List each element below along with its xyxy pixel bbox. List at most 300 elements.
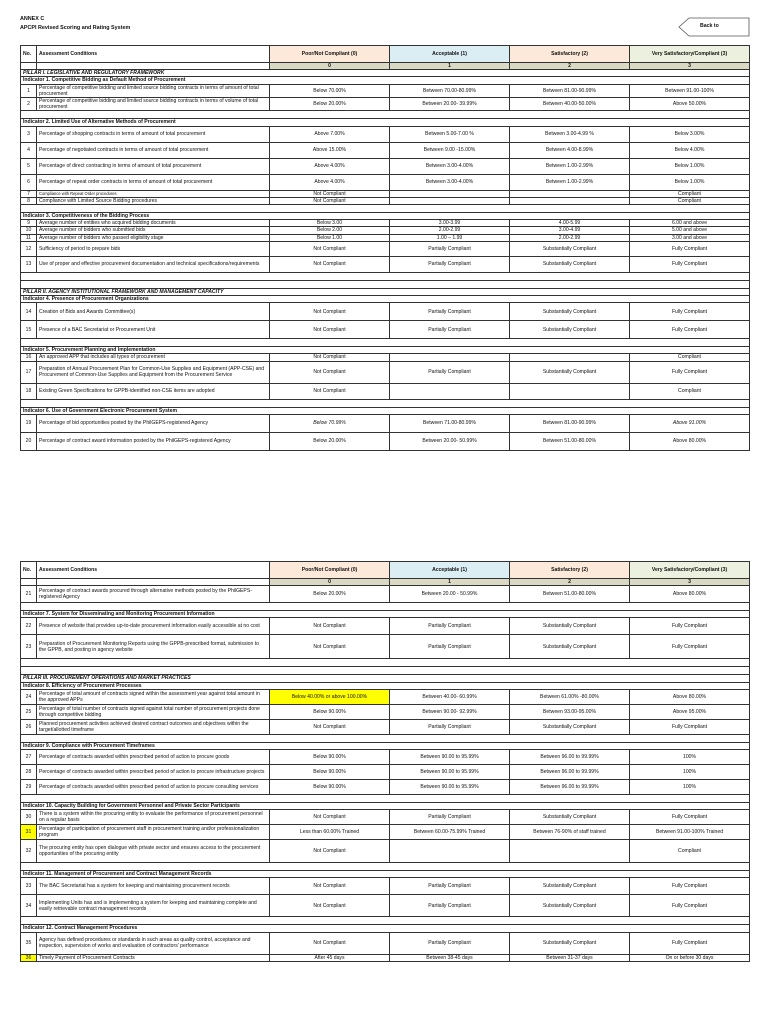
table-row bbox=[21, 840, 750, 863]
rating-satisfactory: Substantially Compliant bbox=[510, 635, 630, 659]
scoring-table-part-1 bbox=[20, 45, 750, 451]
assessment-condition: Timely Payment of Procurement Contracts bbox=[37, 954, 270, 961]
rating-very-satisfactory: 5.00 and above bbox=[630, 227, 750, 234]
score-value: 1 bbox=[390, 579, 510, 586]
rating-very-satisfactory: Fully Compliant bbox=[630, 810, 750, 825]
spacer-row bbox=[21, 863, 750, 871]
rating-acceptable: Between 70.00-80.99% bbox=[390, 84, 510, 97]
rating-satisfactory: Between 61.00% -80.00% bbox=[510, 689, 630, 704]
score-scale-row bbox=[21, 579, 750, 586]
row-number: 25 bbox=[21, 704, 37, 719]
rating-satisfactory: Between 51.00-80.00% bbox=[510, 432, 630, 450]
row-number: 30 bbox=[21, 810, 37, 825]
spacer-cell bbox=[21, 111, 750, 119]
assessment-condition: Percentage of bid opportunities posted by the PhilGEPS-registered Agency bbox=[37, 414, 270, 432]
indicator-heading-row bbox=[21, 742, 750, 749]
assessment-condition: Percentage of direct contracting in terms of amount of total procurement bbox=[37, 158, 270, 174]
table-row bbox=[21, 765, 750, 780]
rating-acceptable: Between 20.00 - 50.99% bbox=[390, 586, 510, 603]
rating-acceptable: Between 5.00-7.00 % bbox=[390, 126, 510, 142]
row-number: 27 bbox=[21, 750, 37, 765]
rating-satisfactory: Substantially Compliant bbox=[510, 256, 630, 272]
rating-poor: Below 90.00% bbox=[270, 750, 390, 765]
rating-satisfactory: Between 40.00-50.00% bbox=[510, 98, 630, 111]
column-header-poor: Poor/Not Compliant (0) bbox=[270, 46, 390, 63]
pillar-heading-row bbox=[21, 70, 750, 77]
score-value: 3 bbox=[630, 579, 750, 586]
rating-poor: Below 2.00 bbox=[270, 227, 390, 234]
scale-blank-no bbox=[21, 63, 37, 70]
rating-very-satisfactory: Fully Compliant bbox=[630, 895, 750, 917]
rating-satisfactory: Between 1.00-2.99% bbox=[510, 158, 630, 174]
rating-poor: Not Compliant bbox=[270, 895, 390, 917]
row-number: 5 bbox=[21, 158, 37, 174]
column-header-row bbox=[21, 46, 750, 63]
indicator-heading-row bbox=[21, 77, 750, 84]
table-row bbox=[21, 321, 750, 339]
rating-satisfactory: Substantially Compliant bbox=[510, 932, 630, 954]
spacer-cell bbox=[21, 205, 750, 213]
rating-satisfactory: Between 4.00-8.99% bbox=[510, 142, 630, 158]
rating-very-satisfactory: Fully Compliant bbox=[630, 878, 750, 895]
row-number: 2 bbox=[21, 98, 37, 111]
rating-poor: Above 7.00% bbox=[270, 126, 390, 142]
scoring-table-part-2 bbox=[20, 561, 750, 962]
column-header-satisfactory: Satisfactory (2) bbox=[510, 46, 630, 63]
indicator-heading: Indicator 9. Compliance with Procurement Timeframes bbox=[21, 742, 750, 749]
assessment-condition: Percentage of contracts awarded within prescribed period of action to procure goods bbox=[37, 750, 270, 765]
assessment-condition: Percentage of shopping contracts in terms of amount of total procurement bbox=[37, 126, 270, 142]
column-header-conditions: Assessment Conditions bbox=[37, 46, 270, 63]
rating-satisfactory: Between 76-90% of staff trained bbox=[510, 825, 630, 840]
rating-poor: Below 20.00% bbox=[270, 98, 390, 111]
rating-acceptable: Between 3.00-4.00% bbox=[390, 174, 510, 190]
column-header-conditions: Assessment Conditions bbox=[37, 562, 270, 579]
assessment-condition: Percentage of total number of contracts signed against total number of procurement projects done through competitive bidding bbox=[37, 704, 270, 719]
column-header-very-satisfactory: Very Satisfactory/Compliant (3) bbox=[630, 562, 750, 579]
assessment-condition: Percentage of contracts awarded within prescribed period of action to procure infrastructure projects bbox=[37, 765, 270, 780]
row-number: 32 bbox=[21, 840, 37, 863]
assessment-condition: Percentage of total amount of contracts signed within the assessment year against total amount in the approved APPs bbox=[37, 689, 270, 704]
rating-acceptable: Partially Compliant bbox=[390, 321, 510, 339]
indicator-heading: Indicator 1. Competitive Bidding as Default Method of Procurement bbox=[21, 77, 750, 84]
indicator-heading: Indicator 12. Contract Management Procedures bbox=[21, 925, 750, 932]
spacer-row bbox=[21, 339, 750, 347]
rating-acceptable: Between 3.00-4.00% bbox=[390, 158, 510, 174]
rating-very-satisfactory: 100% bbox=[630, 750, 750, 765]
column-header-acceptable: Acceptable (1) bbox=[390, 46, 510, 63]
rating-acceptable: 2.00-2.99 bbox=[390, 227, 510, 234]
assessment-condition: Sufficiency of period to prepare bids bbox=[37, 241, 270, 256]
rating-satisfactory: Between 51.00-80.00% bbox=[510, 586, 630, 603]
pillar-heading-row bbox=[21, 675, 750, 682]
rating-very-satisfactory: Compliant bbox=[630, 197, 750, 204]
rating-satisfactory: Substantially Compliant bbox=[510, 719, 630, 734]
table-row bbox=[21, 618, 750, 635]
column-header-no: No. bbox=[21, 46, 37, 63]
rating-satisfactory: 4.00-5.99 bbox=[510, 220, 630, 227]
rating-satisfactory: Between 96.00 to 99.99% bbox=[510, 765, 630, 780]
assessment-condition: Percentage of repeat order contracts in terms of amount of total procurement bbox=[37, 174, 270, 190]
row-number: 24 bbox=[21, 689, 37, 704]
rating-very-satisfactory: Below 1.00% bbox=[630, 158, 750, 174]
spacer-row bbox=[21, 667, 750, 675]
table-row bbox=[21, 414, 750, 432]
rating-acceptable: Between 20.00- 39.99% bbox=[390, 98, 510, 111]
indicator-heading: Indicator 2. Limited Use of Alternative Methods of Procurement bbox=[21, 119, 750, 126]
row-number: 33 bbox=[21, 878, 37, 895]
rating-very-satisfactory: Fully Compliant bbox=[630, 635, 750, 659]
rating-acceptable: Partially Compliant bbox=[390, 241, 510, 256]
indicator-heading: Indicator 10. Capacity Building for Government Personnel and Private Sector Participants bbox=[21, 803, 750, 810]
rating-satisfactory: Substantially Compliant bbox=[510, 895, 630, 917]
rating-very-satisfactory: Compliant bbox=[630, 190, 750, 197]
back-to-button[interactable] bbox=[678, 17, 750, 37]
indicator-heading-row bbox=[21, 611, 750, 618]
spacer-cell bbox=[21, 399, 750, 407]
rating-satisfactory: Substantially Compliant bbox=[510, 361, 630, 383]
assessment-condition: An approved APP that includes all types of procurement bbox=[37, 354, 270, 361]
column-header-no: No. bbox=[21, 562, 37, 579]
scale-blank-cond bbox=[37, 579, 270, 586]
rating-satisfactory bbox=[510, 354, 630, 361]
score-value: 0 bbox=[270, 63, 390, 70]
rating-very-satisfactory: Above 95.00% bbox=[630, 704, 750, 719]
rating-poor: Below 90.00% bbox=[270, 765, 390, 780]
table-row bbox=[21, 84, 750, 97]
table-row bbox=[21, 256, 750, 272]
table-row bbox=[21, 704, 750, 719]
indicator-heading: Indicator 6. Use of Government Electronic Procurement System bbox=[21, 407, 750, 414]
rating-acceptable: Partially Compliant bbox=[390, 303, 510, 321]
indicator-heading-row bbox=[21, 925, 750, 932]
column-header-acceptable: Acceptable (1) bbox=[390, 562, 510, 579]
pillar-heading-row bbox=[21, 288, 750, 295]
row-number: 10 bbox=[21, 227, 37, 234]
rating-satisfactory bbox=[510, 383, 630, 399]
score-scale-row bbox=[21, 63, 750, 70]
indicator-heading: Indicator 11. Management of Procurement and Contract Management Records bbox=[21, 871, 750, 878]
rating-poor: Less than 60.00% Trained bbox=[270, 825, 390, 840]
table-row bbox=[21, 174, 750, 190]
rating-satisfactory: Between 96.00 to 99.99% bbox=[510, 780, 630, 795]
rating-satisfactory bbox=[510, 197, 630, 204]
score-value: 3 bbox=[630, 63, 750, 70]
rating-poor: Below 90.00% bbox=[270, 780, 390, 795]
annex-label: ANNEX C bbox=[20, 16, 45, 22]
rating-acceptable: 3.00-3.99 bbox=[390, 220, 510, 227]
rating-acceptable: Partially Compliant bbox=[390, 810, 510, 825]
spacer-cell bbox=[21, 734, 750, 742]
table-row bbox=[21, 241, 750, 256]
rating-poor: Not Compliant bbox=[270, 256, 390, 272]
table-row bbox=[21, 303, 750, 321]
table-row bbox=[21, 197, 750, 204]
rating-satisfactory: Between 3.00-4.99 % bbox=[510, 126, 630, 142]
rating-poor: Not Compliant bbox=[270, 190, 390, 197]
rating-very-satisfactory: Fully Compliant bbox=[630, 321, 750, 339]
rating-satisfactory: Substantially Compliant bbox=[510, 618, 630, 635]
row-number: 20 bbox=[21, 432, 37, 450]
spacer-row bbox=[21, 659, 750, 667]
rating-satisfactory: Between 1.00-2.99% bbox=[510, 174, 630, 190]
spacer-row bbox=[21, 280, 750, 288]
table-row bbox=[21, 895, 750, 917]
table-row bbox=[21, 586, 750, 603]
table-row bbox=[21, 780, 750, 795]
table-row bbox=[21, 635, 750, 659]
spacer-cell bbox=[21, 659, 750, 667]
table-row bbox=[21, 432, 750, 450]
rating-acceptable: Between 90.00 to 95.99% bbox=[390, 750, 510, 765]
rating-satisfactory: Between 31-37 days bbox=[510, 954, 630, 961]
assessment-condition: Preparation of Procurement Monitoring Reports using the GPPB-prescribed format, submission to the GPPB, and posting in agency website bbox=[37, 635, 270, 659]
pillar-heading: PILLAR I. LEGISLATIVE AND REGULATORY FRAMEWORK bbox=[21, 70, 750, 77]
rating-poor: Not Compliant bbox=[270, 618, 390, 635]
row-number: 34 bbox=[21, 895, 37, 917]
rating-acceptable: Between 90.00 to 95.99% bbox=[390, 780, 510, 795]
rating-very-satisfactory: Fully Compliant bbox=[630, 303, 750, 321]
table-row bbox=[21, 719, 750, 734]
row-number: 13 bbox=[21, 256, 37, 272]
spacer-row bbox=[21, 111, 750, 119]
rating-satisfactory: Substantially Compliant bbox=[510, 241, 630, 256]
spacer-cell bbox=[21, 603, 750, 611]
table-row bbox=[21, 954, 750, 961]
assessment-condition: Implementing Units has and is implementing a system for keeping and maintaining complete and easily retrievable contract management records bbox=[37, 895, 270, 917]
row-number: 12 bbox=[21, 241, 37, 256]
spacer-row bbox=[21, 917, 750, 925]
spacer-cell bbox=[21, 339, 750, 347]
rating-poor: Below 90.00% bbox=[270, 704, 390, 719]
rating-acceptable: Between 9.00 -15.00% bbox=[390, 142, 510, 158]
assessment-condition: Percentage of competitive bidding and limited source bidding contracts in terms of amount of total procurement bbox=[37, 84, 270, 97]
assessment-condition: Compliance with Repeat Order procedures bbox=[37, 190, 270, 197]
rating-satisfactory: Between 81.00-90.99% bbox=[510, 84, 630, 97]
rating-very-satisfactory: Below 1.00% bbox=[630, 174, 750, 190]
spacer-cell bbox=[21, 917, 750, 925]
row-number: 28 bbox=[21, 765, 37, 780]
row-number: 1 bbox=[21, 84, 37, 97]
rating-very-satisfactory: Below 3.00% bbox=[630, 126, 750, 142]
rating-acceptable: Partially Compliant bbox=[390, 361, 510, 383]
rating-very-satisfactory: Fully Compliant bbox=[630, 618, 750, 635]
row-number: 15 bbox=[21, 321, 37, 339]
indicator-heading: Indicator 8. Efficiency of Procurement Processes bbox=[21, 682, 750, 689]
indicator-heading: Indicator 3. Competitiveness of the Bidding Process bbox=[21, 213, 750, 220]
table-row bbox=[21, 227, 750, 234]
rating-acceptable: Between 90.00- 92.99% bbox=[390, 704, 510, 719]
assessment-condition: The procuring entity has open dialogue with private sector and ensures access to the procurement opportunities of the procuring entity bbox=[37, 840, 270, 863]
rating-very-satisfactory: Fully Compliant bbox=[630, 361, 750, 383]
rating-poor: Not Compliant bbox=[270, 197, 390, 204]
rating-acceptable bbox=[390, 840, 510, 863]
assessment-condition: Percentage of contract award information posted by the PhilGEPS-registered Agency bbox=[37, 432, 270, 450]
indicator-heading: Indicator 7. System for Disseminating and Monitoring Procurement Information bbox=[21, 611, 750, 618]
rating-very-satisfactory: Compliant bbox=[630, 840, 750, 863]
rating-satisfactory: Substantially Compliant bbox=[510, 321, 630, 339]
rating-very-satisfactory: Compliant bbox=[630, 354, 750, 361]
back-to-label: Back to bbox=[700, 23, 719, 29]
score-value: 2 bbox=[510, 579, 630, 586]
spacer-row bbox=[21, 399, 750, 407]
spacer-row bbox=[21, 734, 750, 742]
assessment-condition: Creation of Bids and Awards Committee(s) bbox=[37, 303, 270, 321]
column-header-satisfactory: Satisfactory (2) bbox=[510, 562, 630, 579]
indicator-heading-row bbox=[21, 347, 750, 354]
table-row bbox=[21, 220, 750, 227]
rating-poor: Not Compliant bbox=[270, 719, 390, 734]
rating-poor: Not Compliant bbox=[270, 241, 390, 256]
row-number: 22 bbox=[21, 618, 37, 635]
table-row bbox=[21, 158, 750, 174]
row-number: 17 bbox=[21, 361, 37, 383]
row-number: 36 bbox=[21, 954, 37, 961]
rating-very-satisfactory: Compliant bbox=[630, 383, 750, 399]
row-number: 8 bbox=[21, 197, 37, 204]
score-value: 0 bbox=[270, 579, 390, 586]
spacer-cell bbox=[21, 667, 750, 675]
rating-very-satisfactory: Above 91.00% bbox=[630, 414, 750, 432]
rating-poor: Below 70.00% bbox=[270, 84, 390, 97]
assessment-condition: Presence of website that provides up-to-date procurement information easily accessible at no cost bbox=[37, 618, 270, 635]
assessment-condition: Preparation of Annual Procurement Plan for Common-Use Supplies and Equipment (APP-CSE) and Procurement of Common-Use Supplies and Equipment from the Procurement Service bbox=[37, 361, 270, 383]
rating-acceptable: Between 71.00-80.99% bbox=[390, 414, 510, 432]
assessment-condition: Agency has defined procedures or standards in such areas as quality control, acceptance and inspection, supervision of works and evaluation of contractors' performance bbox=[37, 932, 270, 954]
row-number: 23 bbox=[21, 635, 37, 659]
table-row bbox=[21, 234, 750, 241]
table-row bbox=[21, 354, 750, 361]
row-number: 21 bbox=[21, 586, 37, 603]
assessment-condition: Percentage of participation of procurement staff in procurement training and/or professionalization program bbox=[37, 825, 270, 840]
assessment-condition: Average number of entities who acquired bidding documents bbox=[37, 220, 270, 227]
rating-satisfactory: Substantially Compliant bbox=[510, 878, 630, 895]
rating-very-satisfactory: Fully Compliant bbox=[630, 241, 750, 256]
rating-very-satisfactory: Between 91.00-100% bbox=[630, 84, 750, 97]
rating-poor: Above 15.00% bbox=[270, 142, 390, 158]
row-number: 19 bbox=[21, 414, 37, 432]
rating-satisfactory: 3.00-4.99 bbox=[510, 227, 630, 234]
table-row bbox=[21, 98, 750, 111]
assessment-condition: Presence of a BAC Secretariat or Procurement Unit bbox=[37, 321, 270, 339]
rating-very-satisfactory: Fully Compliant bbox=[630, 932, 750, 954]
spacer-cell bbox=[21, 795, 750, 803]
pillar-heading: PILLAR III. PROCUREMENT OPERATIONS AND MARKET PRACTICES bbox=[21, 675, 750, 682]
pillar-heading: PILLAR II. AGENCY INSTITUTIONAL FRAMEWORK AND MANAGEMENT CAPACITY bbox=[21, 288, 750, 295]
indicator-heading-row bbox=[21, 871, 750, 878]
rating-very-satisfactory: 100% bbox=[630, 780, 750, 795]
column-header-row bbox=[21, 562, 750, 579]
spacer-cell bbox=[21, 280, 750, 288]
rating-acceptable: Partially Compliant bbox=[390, 256, 510, 272]
rating-acceptable: Partially Compliant bbox=[390, 635, 510, 659]
rating-very-satisfactory: Above 80.00% bbox=[630, 689, 750, 704]
assessment-condition: The BAC Secretariat has a system for keeping and maintaining procurement records bbox=[37, 878, 270, 895]
rating-satisfactory: Substantially Compliant bbox=[510, 810, 630, 825]
rating-very-satisfactory: Above 50.00% bbox=[630, 98, 750, 111]
rating-acceptable: Partially Compliant bbox=[390, 878, 510, 895]
assessment-condition: Use of proper and effective procurement documentation and technical specifications/requirements bbox=[37, 256, 270, 272]
spacer-row bbox=[21, 795, 750, 803]
score-value: 2 bbox=[510, 63, 630, 70]
rating-satisfactory bbox=[510, 190, 630, 197]
indicator-heading-row bbox=[21, 119, 750, 126]
rating-very-satisfactory: On or before 30 days bbox=[630, 954, 750, 961]
row-number: 29 bbox=[21, 780, 37, 795]
row-number: 9 bbox=[21, 220, 37, 227]
rating-acceptable bbox=[390, 354, 510, 361]
indicator-heading: Indicator 4. Presence of Procurement Organizations bbox=[21, 296, 750, 303]
row-number: 6 bbox=[21, 174, 37, 190]
rating-poor: Not Compliant bbox=[270, 878, 390, 895]
assessment-condition: Planned procurement activities achieved desired contract outcomes and objectives within the target/allotted timeframe bbox=[37, 719, 270, 734]
assessment-condition: Percentage of competitive bidding and limited source bidding contracts in terms of volume of total procurement bbox=[37, 98, 270, 111]
assessment-condition: Percentage of contract awards procured through alternative methods posted by the PhilGEPS-registered Agency bbox=[37, 586, 270, 603]
assessment-condition: There is a system within the procuring entity to evaluate the performance of procurement personnel on a regular basis bbox=[37, 810, 270, 825]
rating-very-satisfactory: Below 4.00% bbox=[630, 142, 750, 158]
assessment-condition: Existing Green Specifications for GPPB-identified non-CSE items are adopted bbox=[37, 383, 270, 399]
rating-poor: Below 1.00 bbox=[270, 234, 390, 241]
table-row bbox=[21, 810, 750, 825]
rating-poor: After 45 days bbox=[270, 954, 390, 961]
rating-poor: Not Compliant bbox=[270, 303, 390, 321]
rating-poor: Not Compliant bbox=[270, 321, 390, 339]
rating-poor: Above 4.00% bbox=[270, 174, 390, 190]
assessment-condition: Percentage of negotiated contracts in terms of amount of total procurement bbox=[37, 142, 270, 158]
rating-poor: Not Compliant bbox=[270, 932, 390, 954]
rating-very-satisfactory: Above 80.00% bbox=[630, 586, 750, 603]
rating-poor: Below 70.99% bbox=[270, 414, 390, 432]
rating-acceptable: Partially Compliant bbox=[390, 618, 510, 635]
table-row bbox=[21, 825, 750, 840]
spacer-cell bbox=[21, 272, 750, 280]
indicator-heading-row bbox=[21, 213, 750, 220]
table-row bbox=[21, 142, 750, 158]
table-row bbox=[21, 126, 750, 142]
table-row bbox=[21, 932, 750, 954]
rating-poor: Below 40.00% or above 100.00% bbox=[270, 689, 390, 704]
indicator-heading-row bbox=[21, 682, 750, 689]
rating-poor: Below 20.00% bbox=[270, 586, 390, 603]
rating-acceptable bbox=[390, 383, 510, 399]
row-number: 35 bbox=[21, 932, 37, 954]
rating-poor: Above 4.00% bbox=[270, 158, 390, 174]
rating-satisfactory: Substantially Compliant bbox=[510, 303, 630, 321]
table-row bbox=[21, 361, 750, 383]
row-number: 31 bbox=[21, 825, 37, 840]
rating-acceptable: Partially Compliant bbox=[390, 932, 510, 954]
indicator-heading-row bbox=[21, 803, 750, 810]
rating-very-satisfactory: 6.00 and above bbox=[630, 220, 750, 227]
rating-poor: Below 20.00% bbox=[270, 432, 390, 450]
table-row bbox=[21, 878, 750, 895]
rating-very-satisfactory: 3.00 and above bbox=[630, 234, 750, 241]
column-header-very-satisfactory: Very Satisfactory/Compliant (3) bbox=[630, 46, 750, 63]
column-header-poor: Poor/Not Compliant (0) bbox=[270, 562, 390, 579]
row-number: 18 bbox=[21, 383, 37, 399]
row-number: 4 bbox=[21, 142, 37, 158]
indicator-heading: Indicator 5. Procurement Planning and Implementation bbox=[21, 347, 750, 354]
row-number: 16 bbox=[21, 354, 37, 361]
rating-satisfactory: 2.00-2.99 bbox=[510, 234, 630, 241]
rating-acceptable: Partially Compliant bbox=[390, 895, 510, 917]
rating-acceptable: Between 38-45 days bbox=[390, 954, 510, 961]
assessment-condition: Percentage of contracts awarded within prescribed period of action to procure consulting services bbox=[37, 780, 270, 795]
spacer-cell bbox=[21, 863, 750, 871]
rating-very-satisfactory: Above 80.00% bbox=[630, 432, 750, 450]
row-number: 3 bbox=[21, 126, 37, 142]
table-row bbox=[21, 689, 750, 704]
